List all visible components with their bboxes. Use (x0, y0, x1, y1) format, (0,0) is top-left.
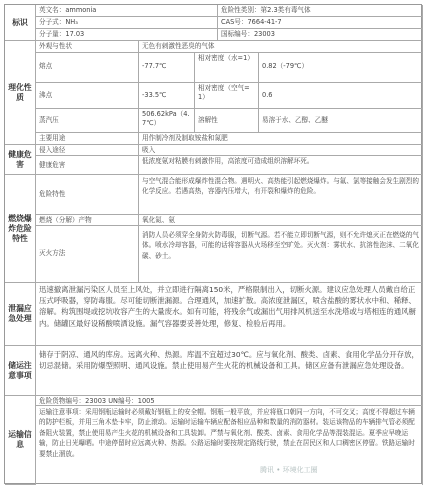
props-use-row (5, 133, 423, 145)
fire-risk-row (5, 175, 423, 215)
spill-text: 迅速撤离泄漏污染区人员至上风处，并立即进行隔离150米，严格限制出入，切断火源。建议应急处理人员戴自给正压式呼吸器，穿防毒服。尽可能切断泄漏源。合理通风，加速扩散。高浓度泄漏区，喷含盐酸的雾状水中和、稀释、溶解。构筑围堤或挖坑收容产生的大量废水。如有可能，将残余气或漏出气用排风机送至水洗塔或与塔相连的通风橱内。储罐区最好设稀酸喷洒设施。漏气容器要妥善处理，修复、检验后再用。 (36, 283, 423, 346)
ext-label: 灭火方法 (36, 226, 139, 283)
section-label-properties: 理化性质 (5, 41, 36, 145)
rd-water-label: 相对密度（水=1） (195, 53, 259, 83)
storage-text: 储存于阴凉、通风的库房。远离火种、热源。库温不宜超过30℃。应与氧化剂、酸类、卤素、食用化学品分开存放，切忌混储。采用防爆型照明、通风设施。禁止使用易产生火花的机械设备和工具。储区应备有泄漏应急处理设备。 (36, 346, 423, 396)
fire-risk-label: 危险特性 (36, 175, 139, 215)
route-value: 吸入 (139, 145, 423, 156)
ident-formula: 分子式：NH₃ (36, 17, 218, 29)
ident-mw: 分子量：17.03 (36, 29, 218, 41)
sol-value: 易溶于水、乙醇、乙醚 (259, 109, 423, 133)
props-appearance-row (5, 41, 423, 53)
decomp-label: 燃烧（分解）产物 (36, 215, 139, 226)
ident-cas: CAS号：7664-41-7 (218, 17, 423, 29)
section-label-fire: 燃烧爆炸危险特性 (5, 175, 36, 283)
rd-air-value: 0.6 (259, 83, 423, 109)
spill-row (5, 283, 423, 346)
ident-row-3 (5, 29, 423, 41)
section-label-identification: 标识 (5, 5, 36, 41)
ident-hazard-class: 危险性类别：第2.3类有毒气体 (218, 5, 423, 17)
health-hazard-value: 低浓度氨对粘膜有刺激作用，高浓度可造成组织溶解坏死。 (139, 156, 423, 175)
section-label-health: 健康危害 (5, 145, 36, 175)
rd-water-value: 0.82（-79℃） (259, 53, 423, 83)
health-hazard-row (5, 156, 423, 175)
section-label-transport: 运输信息 (5, 396, 36, 485)
vp-label: 蒸汽压 (36, 109, 139, 133)
sol-label: 溶解性 (195, 109, 259, 133)
ext-value: 消防人员必须穿全身防火防毒服，切断气源。若不能立即切断气源，则不允许熄灭正在燃烧的气体。喷水冷却容器，可能的话将容器从火场移至空旷处。灭火剂：雾状水、抗溶性泡沫、二氧化碳、砂土。 (139, 226, 423, 283)
fire-decomp-row (5, 215, 423, 226)
decomp-value: 氧化氮、氨 (139, 215, 423, 226)
transport-text: 运输注意事项：采用钢瓶运输时必须戴好钢瓶上的安全帽。钢瓶一般平放，并应将瓶口朝同一方向，不可交叉；高度不得超过车辆的防护栏板，并用三角木垫卡牢，防止滚动。运输时运输车辆应配备相应品种和数量的消防器材。装运该物品的车辆排气管必须配备阻火装置，禁止使用易产生火花的机械设备和工具装卸。严禁与氧化剂、酸类、卤素、食用化学品等混装混运。夏季应早晚运输，防止日光曝晒。中途停留时应远离火种、热源。公路运输时要按规定路线行驶，禁止在居民区和人口稠密区停留。铁路运输时要禁止溜放。 (36, 406, 423, 485)
route-label: 侵入途径 (36, 145, 139, 156)
watermark: 腾讯 • 环境化工圈 (260, 466, 318, 474)
mp-value: -77.7℃ (139, 53, 195, 83)
ident-un-no: 国标编号：23003 (218, 29, 423, 41)
transport-code-row (5, 396, 423, 406)
health-route-row (5, 145, 423, 156)
props-bp-row (5, 83, 423, 109)
ident-row-1 (5, 5, 423, 17)
bp-value: -33.5℃ (139, 83, 195, 109)
props-vp-row (5, 109, 423, 133)
ident-en-name: 英文名：ammonia (36, 5, 218, 17)
msds-table (4, 4, 422, 484)
mp-label: 熔点 (36, 53, 139, 83)
transport-text-row (5, 406, 423, 485)
use-label: 主要用途 (36, 133, 139, 145)
appearance-label: 外观与性状 (36, 41, 139, 53)
storage-row (5, 346, 423, 396)
rd-air-label: 相对密度（空气=1） (195, 83, 259, 109)
fire-ext-row (5, 226, 423, 283)
use-value: 用作制冷剂及制取铵盐和氮肥 (139, 133, 423, 145)
vp-value: 506.62kPa（4.7℃） (139, 109, 195, 133)
section-label-storage: 储运注意事项 (5, 346, 36, 396)
ident-row-2 (5, 17, 423, 29)
bp-label: 沸点 (36, 83, 139, 109)
fire-risk-value: 与空气混合能形成爆炸性混合物。遇明火、高热能引起燃烧爆炸。与氟、氯等接触会发生剧烈的化学反应。若遇高热，容器内压增大，有开裂和爆炸的危险。 (139, 175, 423, 215)
health-hazard-label: 健康危害 (36, 156, 139, 175)
transport-code-line: 危险货物编号：23003 UN编号：1005 (36, 396, 423, 406)
section-label-spill: 泄漏应急处理 (5, 283, 36, 346)
props-mp-row (5, 53, 423, 83)
appearance-value: 无色有刺激性恶臭的气体 (139, 41, 423, 53)
